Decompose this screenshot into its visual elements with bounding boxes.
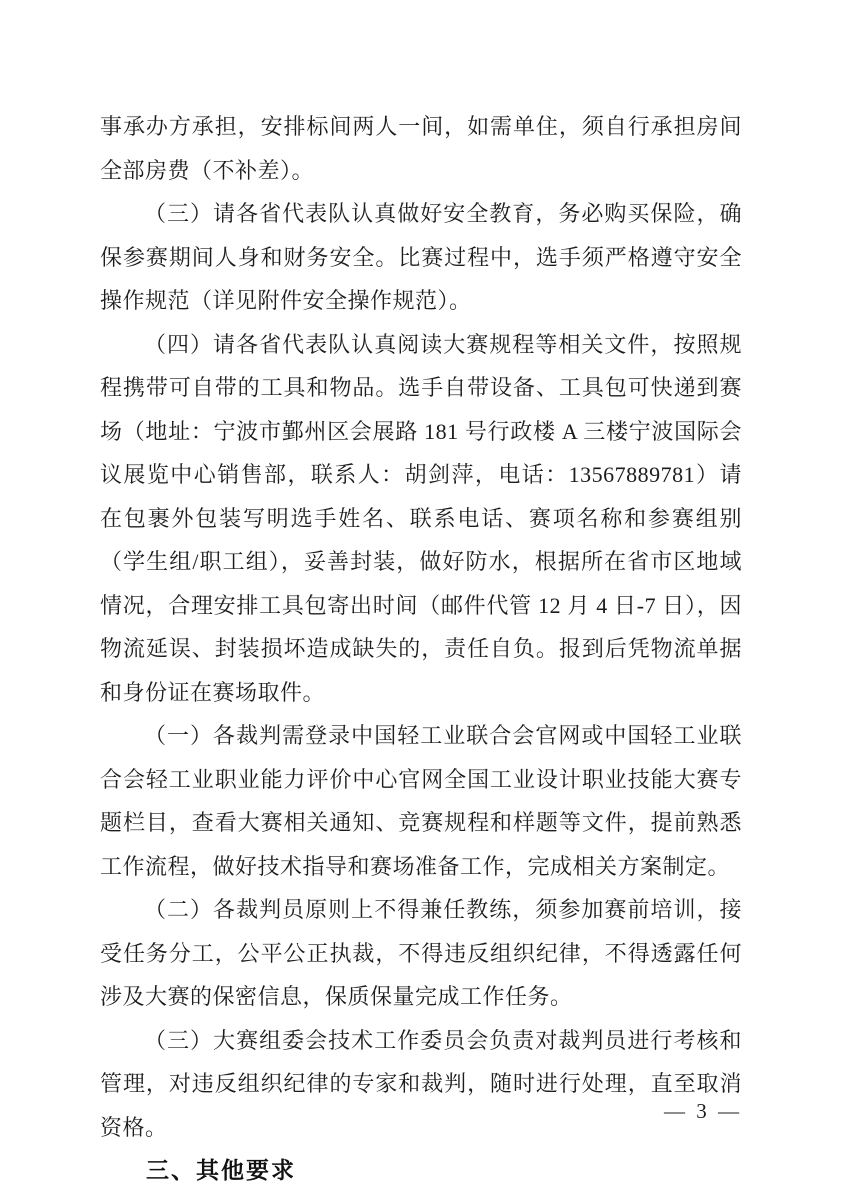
section-heading-other-requirements: 三、其他要求 [146,1157,296,1183]
paragraph-judges-item-1: （一）各裁判需登录中国轻工业联合会官网或中国轻工业联合会轻工业职业能力评价中心官网全国工业设计职业技能大赛专题栏目，查看大赛相关通知、竞赛规程和样题等文件，提前熟悉工作流程，做好技术指导和赛场准备工作，完成相关方案制定。 [100,723,742,879]
paragraph-judges-item-3: （三）大赛组委会技术工作委员会负责对裁判员进行考核和管理，对违反组织纪律的专家和裁判，随时进行处理，直至取消资格。 [100,1027,742,1140]
document-body [100,105,742,1193]
paragraph-item-4-tools-shipping: （四）请各省代表队认真阅读大赛规程等相关文件，按照规程携带可自带的工具和物品。选手自带设备、工具包可快递到赛场（地址：宁波市鄞州区会展路 181 号行政楼 A 三楼宁波国际会议展览中心销售部，联系人：胡剑萍，电话：13567889781）请在包裹外包装写明选手姓名、联系电话、赛项名称和参赛组别（学生组/职工组），妥善封装，做好防水，根据所在省市区地域情况，合理安排工具包寄出时间（邮件代管 12 月 4 日-7 日），因物流延误、封装损坏造成缺失的，责任自负。报到后凭物流单据和身份证在赛场取件。 [100,331,742,705]
paragraph-item-3-safety: （三）请各省代表队认真做好安全教育，务必购买保险，确保参赛期间人身和财务安全。比赛过程中，选手须严格遵守安全操作规范（详见附件安全操作规范）。 [100,201,742,313]
page-number: — 3 — [664,1099,742,1123]
paragraph-judges-item-2: （二）各裁判员原则上不得兼任教练，须参加赛前培训，接受任务分工，公平公正执裁，不得违反组织纪律，不得透露任何涉及大赛的保密信息，保质保量完成工作任务。 [100,897,742,1009]
paragraph-continuation: 事承办方承担，安排标间两人一间，如需单住，须自行承担房间全部房费（不补差）。 [100,114,742,183]
